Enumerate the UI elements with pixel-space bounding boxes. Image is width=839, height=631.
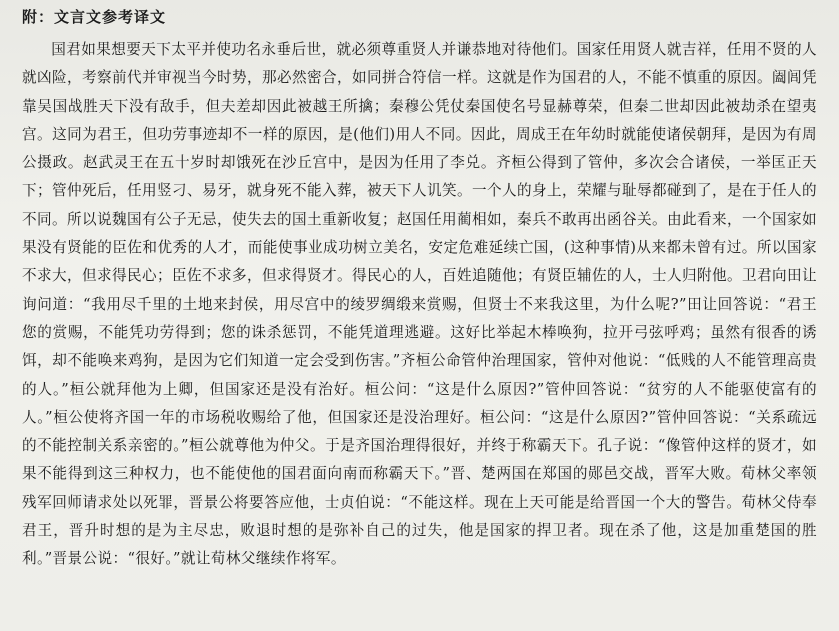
translation-paragraph: 国君如果想要天下太平并使功名永垂后世，就必须尊重贤人并谦恭地对待他们。国家任用贤人就吉祥，任用不贤的人就凶险，考察前代并审视当今时势，那必然密合，如同拼合符信一样。这就是作为国君的人，不能不慎重的原因。阖闾凭靠吴国战胜天下没有敌手，但夫差却因此被越王所擒；秦穆公凭仗秦国使名号显赫尊荣，但秦二世却因此被劫杀在望夷宫。这同为君王，但功劳事迹却不一样的原因，是(他们)用人不同。因此，周成王在年幼时就能使诸侯朝拜，是因为有周公摄政。赵武灵王在五十岁时却饿死在沙丘宫中，是因为任用了李兑。齐桓公得到了管仲，多次会合诸侯，一举匡正天下；管仲死后，任用竖刁、易牙，就身死不能入葬，被天下人讥笑。一个人的身上，荣耀与耻辱都碰到了，是在于任人的不同。所以说魏国有公子无忌，使失去的国土重新收复；赵国任用蔺相如，秦兵不敢再出函谷关。由此看来，一个国家如果没有贤能的臣佐和优秀的人才，而能使事业成功树立美名，安定危难延续亡国，(这种事情)从来都未曾有过。所以国家不求大，但求得民心；臣佐不求多，但求得贤才。得民心的人，百姓追随他；有贤臣辅佐的人，士人归附他。卫君向田让询问道：“我用尽千里的土地来封侯，用尽宫中的绫罗绸缎来赏赐，但贤士不来我这里，为什么呢?”田让回答说：“君王您的赏赐，不能凭功劳得到；您的诛杀惩罚，不能凭道理逃避。这好比举起木棒唤狗，拉开弓弦呼鸡；虽然有很香的诱饵，却不能唤来鸡狗，是因为它们知道一定会受到伤害。”齐桓公命管仲治理国家，管仲对他说：“低贱的人不能管理高贵的人。”桓公就拜他为上卿，但国家还是没有治好。桓公问：“这是什么原因?”管仲回答说：“贫穷的人不能驱使富有的人。”桓公使将齐国一年的市场税收赐给了他，但国家还是没治理好。桓公问：“这是什么原因?”管仲回答说：“关系疏远的不能控制关系亲密的。”桓公就尊他为仲父。于是齐国治理得很好，并终于称霸天下。孔子说：“像管仲这样的贤才，如果不能得到这三种权力，也不能使他的国君面向南而称霸天下。”晋、楚两国在郑国的郧邑交战，晋军大败。荀林父率领残军回师请求处以死罪，晋景公将要答应他，士贞伯说：“不能这样。现在上天可能是给晋国一个大的警告。荀林父侍奉君王，晋升时想的是为主尽忠，败退时想的是弥补自己的过失，他是国家的捍卫者。现在杀了他，这是加重楚国的胜利。”晋景公说：“很好。”就让荀林父继续作将军。 [22,41,817,568]
document-title: 附：文言文参考译文 [22,8,167,26]
